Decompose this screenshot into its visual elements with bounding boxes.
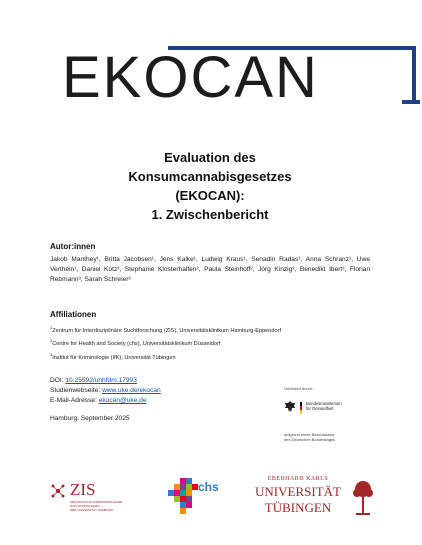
affiliation-3	[50, 352, 370, 361]
title-line-2: Konsumcannabisgesetzes	[128, 169, 292, 184]
website-label: Studienwebseite:	[50, 387, 103, 394]
title-line-3: (EKOCAN):	[175, 188, 245, 203]
affiliation-2-number: 2	[50, 338, 53, 343]
tuebingen-logo	[248, 476, 378, 522]
zis-logo	[50, 478, 130, 518]
affiliation-3-text: Institut für Kriminologie (IfK), Universität Tübingen	[52, 354, 176, 361]
authors-heading: Autor:innen	[50, 242, 96, 251]
affiliation-1	[50, 325, 370, 334]
funding-block	[284, 386, 384, 442]
email-line	[50, 396, 147, 406]
zis-sub-2: SUCHTFORSCHUNG	[70, 504, 100, 508]
chs-mosaic-icon	[168, 478, 198, 516]
affiliation-1-number: 1	[50, 325, 53, 330]
funding-ministry-name	[306, 401, 342, 411]
affiliation-3-number: 3	[50, 352, 53, 357]
place-date: Hamburg, September 2025	[50, 415, 130, 422]
funding-bottom-line-1: aufgrund eines Beschlusses	[284, 432, 335, 437]
website-link[interactable]: www.uke.de/ekocan	[102, 387, 161, 394]
flag-stripe-icon	[300, 402, 302, 414]
website-line	[50, 386, 161, 396]
zis-mark-icon	[50, 482, 66, 500]
ekocan-logo	[62, 45, 362, 110]
tue-line-1: EBERHARD KARLS	[267, 476, 329, 482]
funding-bottom-line-2: des Deutschen Bundestages	[284, 437, 336, 442]
doi-link[interactable]: 10.25592/uhhfdm.17993	[65, 377, 137, 384]
affiliation-1-text: Zentrum für Interdisziplinäre Suchtforschung (ZIS), Universitätsklinikum Hamburg-Eppendorf	[52, 327, 282, 334]
email-label: E-Mail-Adresse:	[50, 397, 99, 404]
email-link[interactable]: ekocan@uke.de	[98, 397, 147, 404]
tue-line-2: UNIVERSITÄT	[255, 484, 341, 499]
funding-bottom-text	[284, 432, 335, 442]
chs-logo	[168, 478, 228, 518]
doi-line	[50, 376, 137, 386]
title-line-1: Evaluation des	[164, 150, 256, 165]
tue-line-3: TÜBINGEN	[264, 500, 332, 515]
authors-list: Jakob Manthey¹, Britta Jacobsen¹, Jens Kalke¹, Ludwig Kraus¹, Senadin Radas¹, Anna Schranz¹, Uwe Verthein¹, Daniel Kotz², Stephanie Klosterhalfen², Paula Steinhoff², Jörg Kinzig³, Benedikt Ibert³, Florian Rebmann³, Sarah Schreier³	[50, 256, 370, 283]
affiliations-heading: Affiliationen	[50, 310, 97, 319]
doi-label: DOI:	[50, 377, 66, 384]
logo-wordmark: EKOCAN	[62, 45, 319, 110]
chs-wordmark: chs	[198, 480, 219, 494]
affiliation-2	[50, 338, 370, 347]
ministry-line-2: für Gesundheit	[306, 406, 334, 411]
report-title	[60, 148, 360, 224]
zis-subtitle	[70, 500, 122, 512]
affiliation-2-text: Centre for Health and Society (chs), Universitätsklinikum Düsseldorf	[52, 340, 221, 347]
palm-tree-icon	[352, 480, 374, 516]
zis-sub-3: DER UNIVERSITÄT HAMBURG	[70, 508, 114, 512]
zis-wordmark: ZIS	[70, 480, 96, 499]
funding-top-text: Gefördert durch:	[284, 386, 314, 391]
ministry-line-1: Bundesministerium	[306, 401, 342, 406]
title-line-4: 1. Zwischenbericht	[151, 207, 269, 222]
eagle-icon	[284, 400, 296, 414]
logo-bracket-foot	[402, 100, 420, 104]
zis-sub-1: ZENTRUM FÜR INTERDISZIPLINÄRE	[70, 500, 123, 504]
